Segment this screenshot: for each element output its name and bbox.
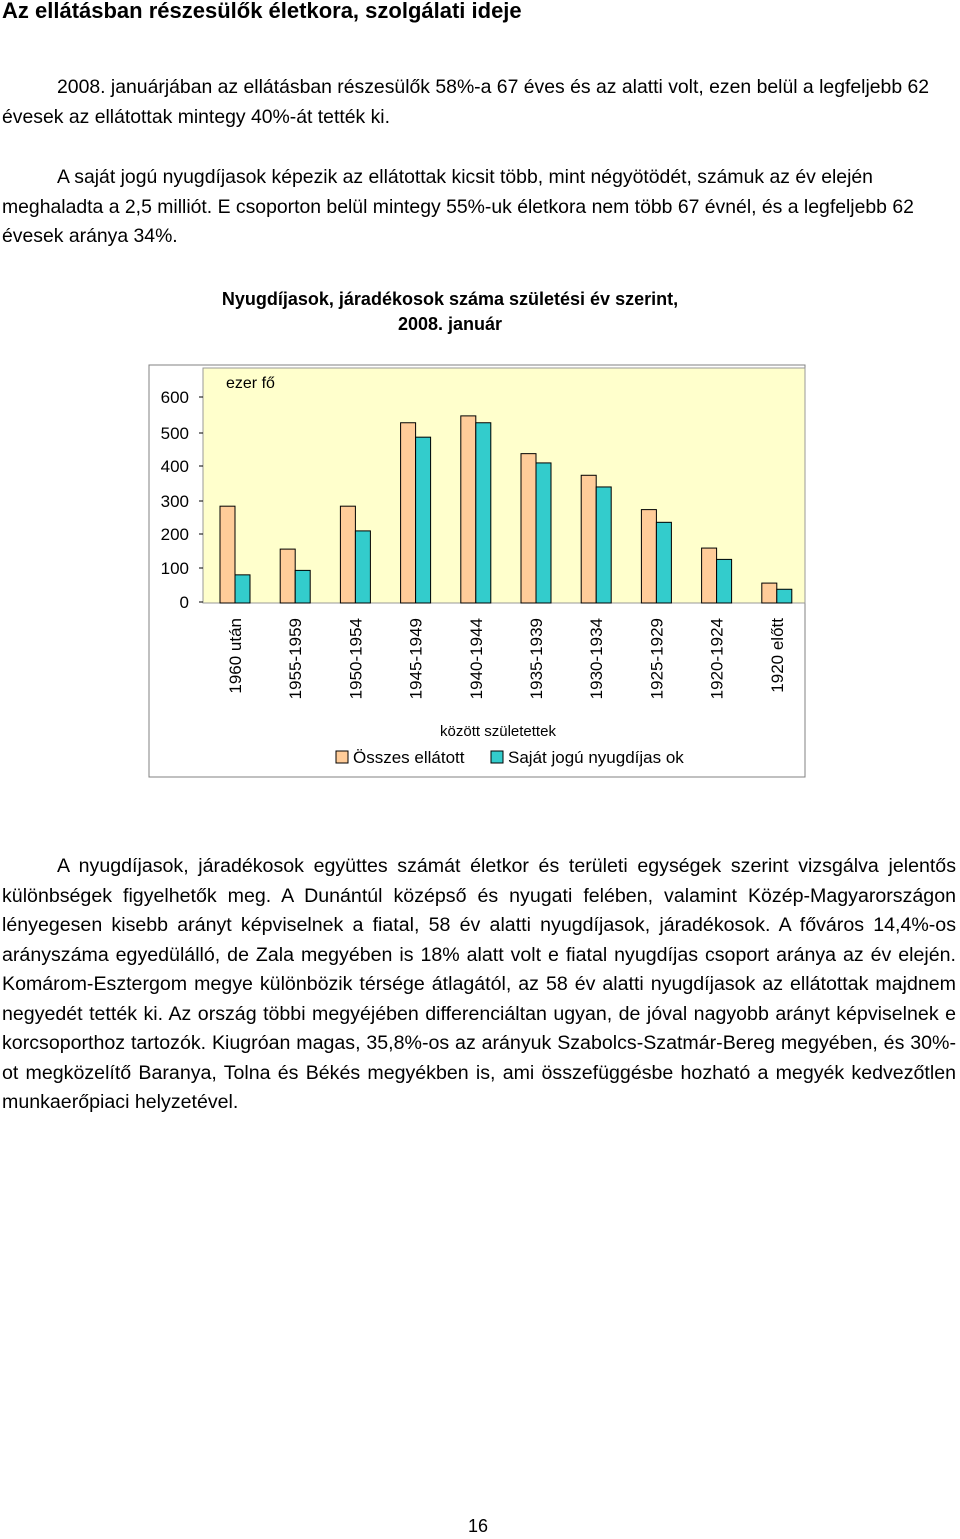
- x-axis-title: között születettek: [440, 723, 556, 740]
- page-heading: Az ellátásban részesülők életkora, szolgálati ideje: [2, 0, 522, 23]
- legend-swatch-sajat: [491, 751, 503, 763]
- bar-sajat-9: [777, 589, 792, 603]
- legend-swatch-osszes: [336, 751, 348, 763]
- bar-osszes-6: [581, 475, 596, 603]
- bar-sajat-5: [536, 463, 551, 603]
- x-category-label: 1920-1924: [707, 618, 727, 700]
- y-tick-label: 100: [160, 559, 189, 578]
- x-category-label: 1920 előtt: [767, 618, 787, 693]
- bar-osszes-5: [521, 454, 536, 603]
- x-category-label: 1930-1934: [587, 618, 607, 700]
- x-category-label: 1955-1959: [286, 618, 306, 700]
- chart-title-line-2: 2008. január: [397, 314, 503, 334]
- legend-label-osszes: Összes ellátott: [353, 748, 465, 767]
- chart-title-line-1: Nyugdíjasok, járadékosok száma születési év szerint,: [221, 289, 679, 309]
- bar-osszes-7: [641, 510, 656, 603]
- unit-label: ezer fő: [226, 375, 275, 392]
- bar-sajat-1: [295, 570, 310, 603]
- bar-sajat-6: [596, 487, 611, 603]
- y-tick-label: 600: [160, 388, 189, 407]
- intro-paragraph-2: A saját jogú nyugdíjasok képezik az ellátottak kicsit több, mint négyötödét, számuk az év elején meghaladta a 2,5 milliót. E csoporton belül mintegy 55%-uk életkora nem több 67 évnél, és a legfeljebb 62 évesek aránya 34%.: [2, 166, 914, 247]
- bar-sajat-8: [717, 559, 732, 603]
- intro-paragraph-1: 2008. januárjában az ellátásban részesülők 58%-a 67 éves és az alatti volt, ezen belül a legfeljebb 62 évesek az ellátottak mintegy 40%-át tették ki.: [2, 76, 930, 128]
- x-category-label: 1940-1944: [466, 618, 486, 700]
- x-category-label: 1950-1954: [346, 618, 366, 700]
- bar-osszes-0: [220, 506, 235, 603]
- bar-osszes-1: [280, 549, 295, 603]
- bar-sajat-4: [476, 423, 491, 603]
- y-tick-label: 500: [160, 424, 189, 443]
- bar-osszes-3: [401, 423, 416, 603]
- bar-sajat-2: [355, 531, 370, 603]
- analysis-paragraph: A nyugdíjasok, járadékosok együttes számát életkor és területi egységek szerint vizsgálva jelentős különbségek figyelhetők meg. A Dunántúl középső és nyugati felében, valamint Közép-Magyarországon lényegesen kisebb arányt képviselnek a fiatal, 58 év alatti nyugdíjasok, járadékosok. A főváros 14,4%-os arányszáma egyedülálló, de Zala megyében is 18% alatt volt e fiatal nyugdíjas csoport aránya az év elején. Komárom-Esztergom megye különbözik térsége átlagától, az 58 év alatti nyugdíjasok az ellátottak majdnem negyedét tették ki. Az ország többi megyéjében differenciáltan ugyan, de jóval nagyobb arányt képviselnek e korcsoporthoz tartozók. Kiugróan magas, 35,8%-os az arányuk Szabolcs-Szatmár-Bereg megyében, és 30%-ot megközelítő Baranya, Tolna és Békés megyékben is, ami összefüggésbe hozható a megyék kedvezőtlen munkaerőpiaci helyzetével.: [2, 855, 956, 1113]
- bar-sajat-0: [235, 575, 250, 603]
- x-category-label: 1925-1929: [647, 618, 667, 700]
- x-category-label: 1960 után: [226, 618, 245, 694]
- legend-label-sajat: Saját jogú nyugdíjas ok: [508, 748, 684, 767]
- x-category-label: 1935-1939: [527, 618, 546, 700]
- y-tick-label: 300: [160, 492, 189, 511]
- bar-osszes-9: [762, 583, 777, 603]
- bar-osszes-8: [702, 548, 717, 603]
- bar-sajat-7: [656, 522, 671, 603]
- bar-osszes-2: [340, 506, 355, 603]
- x-category-label: 1945-1949: [406, 618, 426, 700]
- chart-title: [170, 287, 730, 337]
- page-number: 16: [467, 1516, 489, 1536]
- bar-osszes-4: [461, 416, 476, 603]
- y-tick-label: 400: [160, 457, 189, 476]
- y-tick-label: 0: [179, 593, 189, 612]
- bar-sajat-3: [416, 437, 431, 603]
- birth-year-bar-chart: [140, 360, 806, 778]
- y-tick-label: 200: [160, 525, 189, 544]
